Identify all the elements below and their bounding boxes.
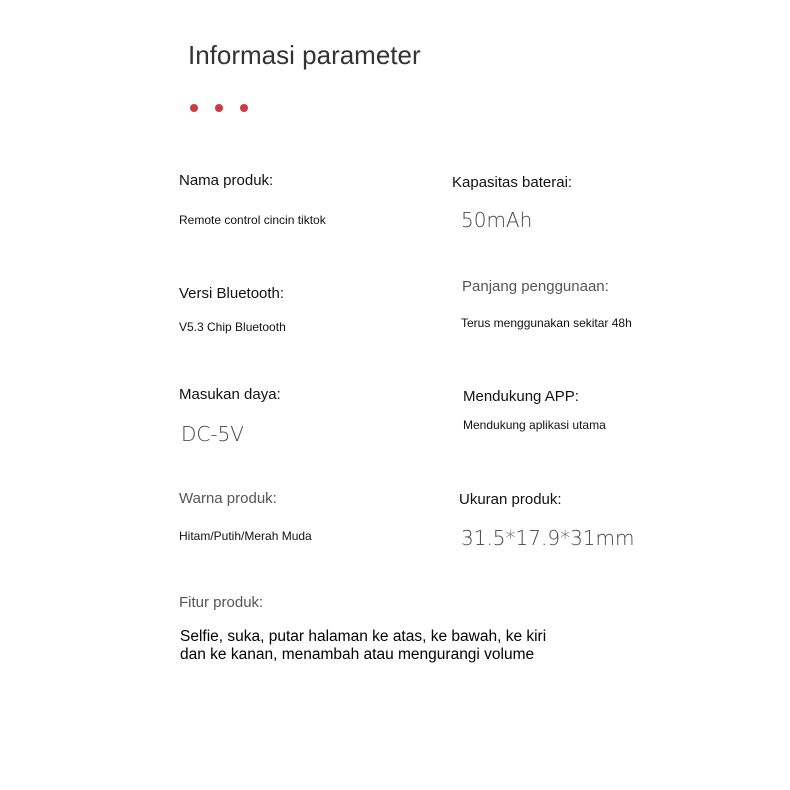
usage-label: Panjang penggunaan: <box>462 278 609 295</box>
decorative-dots <box>190 104 248 112</box>
product-name-value: Remote control cincin tiktok <box>179 213 326 227</box>
features-line-1: Selfie, suka, putar halaman ke atas, ke bawah, ke kiri <box>180 628 547 645</box>
power-label: Masukan daya: <box>179 386 281 403</box>
dot-icon <box>215 104 223 112</box>
power-value: DC-5V <box>181 422 244 446</box>
color-label: Warna produk: <box>179 490 277 507</box>
size-label: Ukuran produk: <box>459 491 562 508</box>
bluetooth-value: V5.3 Chip Bluetooth <box>179 320 286 334</box>
battery-value: 50mAh <box>461 208 533 232</box>
app-value: Mendukung aplikasi utama <box>463 418 606 432</box>
dot-icon <box>190 104 198 112</box>
features-text <box>180 628 546 664</box>
page-title: Informasi parameter <box>188 40 421 70</box>
color-value: Hitam/Putih/Merah Muda <box>179 529 312 543</box>
dot-icon <box>240 104 248 112</box>
usage-value: Terus menggunakan sekitar 48h <box>461 316 632 330</box>
features-line-2: dan ke kanan, menambah atau mengurangi volume <box>180 646 535 663</box>
bluetooth-label: Versi Bluetooth: <box>179 285 285 302</box>
product-name-label: Nama produk: <box>179 172 274 189</box>
battery-label: Kapasitas baterai: <box>452 174 573 191</box>
features-label: Fitur produk: <box>179 594 264 611</box>
size-value: 31.5*17.9*31mm <box>461 526 635 550</box>
app-label: Mendukung APP: <box>463 388 579 405</box>
